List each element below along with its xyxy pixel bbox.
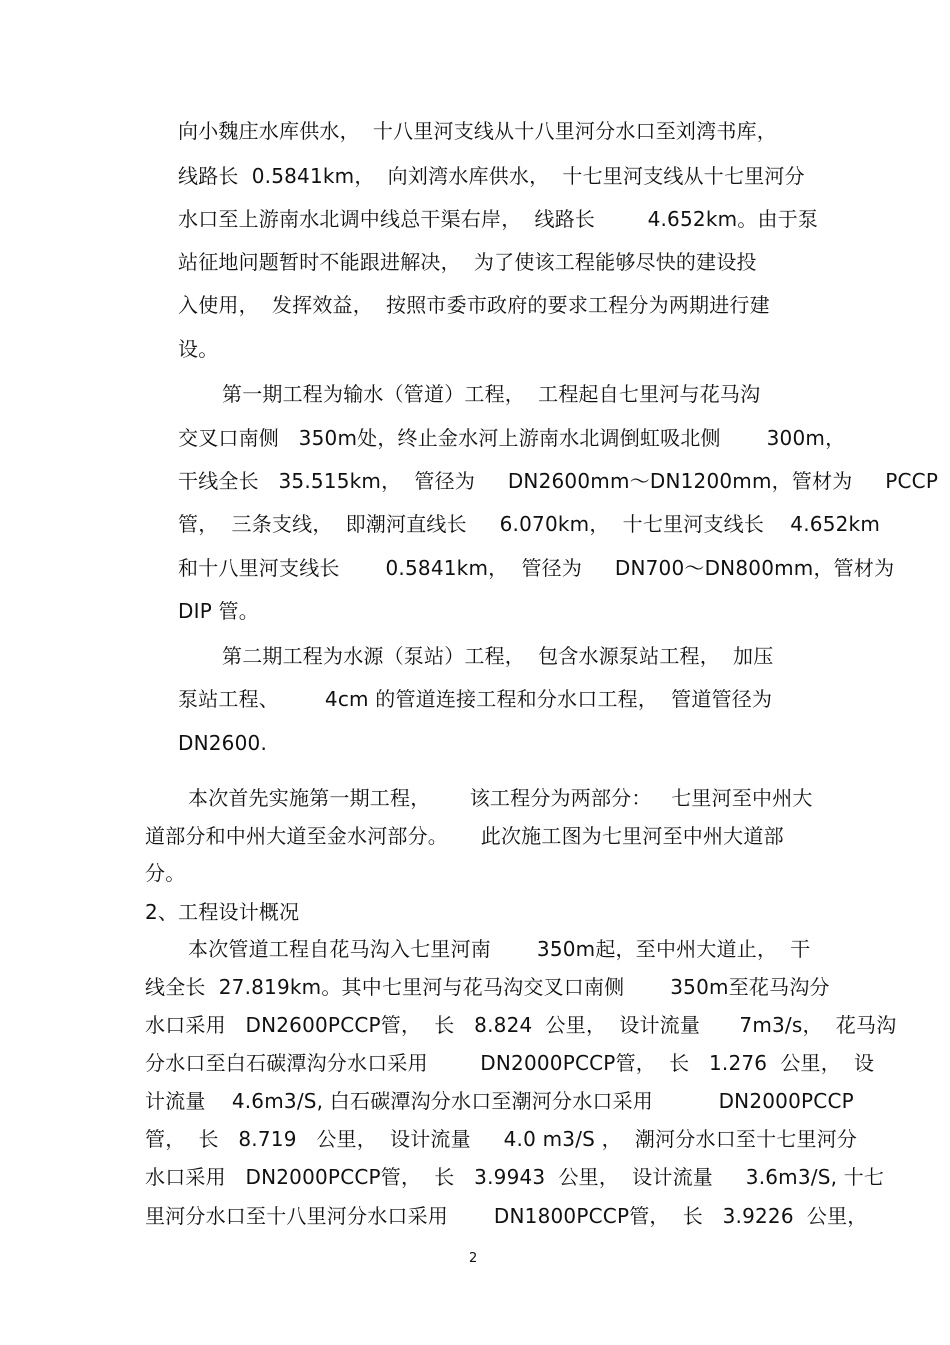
text-line: 干线全长 35.515km， 管径为 DN2600mm～DN1200mm，管材为 PCCP — [178, 469, 939, 493]
text-line: 线路长 0.5841km， 向刘湾水库供水， 十七里河支线从十七里河分 — [178, 164, 805, 188]
page-number: 2 — [469, 1251, 478, 1266]
text-line: 分水口至白石碳潭沟分水口采用 DN2000PCCP管， 长 1.276 公里， 设 — [145, 1051, 875, 1075]
text-line: 管， 长 8.719 公里， 设计流量 4.0 m3/S ， 潮河分水口至十七里河分 — [145, 1127, 858, 1151]
section-heading: 2、工程设计概况 — [145, 900, 300, 924]
text-line: 线全长 27.819km。其中七里河与花马沟交叉口南侧 350m至花马沟分 — [145, 975, 830, 999]
text-line: 水口至上游南水北调中线总干渠右岸， 线路长 4.652km。由于泵 — [178, 207, 819, 231]
text-line: 第二期工程为水源（泵站）工程， 包含水源泵站工程， 加压 — [222, 644, 774, 668]
text-line: DN2600. — [178, 731, 268, 755]
text-line: 本次管道工程自花马沟入七里河南 350m起，至中州大道止， 干 — [188, 937, 811, 961]
text-line: 和十八里河支线长 0.5841km， 管径为 DN700～DN800mm，管材为 — [178, 556, 895, 580]
text-line: DIP 管。 — [178, 599, 259, 623]
text-line: 向小魏庄水库供水， 十八里河支线从十八里河分水口至刘湾书库， — [178, 119, 777, 143]
text-line: 第一期工程为输水（管道）工程， 工程起自七里河与花马沟 — [222, 382, 761, 406]
text-line: 里河分水口至十八里河分水口采用 DN1800PCCP管， 长 3.9226 公里， — [145, 1204, 868, 1228]
text-line: 本次首先实施第一期工程， 该工程分为两部分： 七里河至中州大 — [188, 786, 813, 810]
text-line: 水口采用 DN2600PCCP管， 长 8.824 公里， 设计流量 7m3/s， 花马沟 — [145, 1013, 897, 1037]
text-line: 入使用， 发挥效益， 按照市委市政府的要求工程分为两期进行建 — [178, 293, 770, 317]
text-line: 管， 三条支线， 即潮河直线长 6.070km， 十七里河支线长 4.652km — [178, 512, 881, 536]
text-line: 计流量 4.6m3/S, 白石碳潭沟分水口至潮河分水口采用 DN2000PCCP — [145, 1089, 854, 1113]
text-line: 道部分和中州大道至金水河部分。 此次施工图为七里河至中州大道部 — [145, 824, 784, 848]
text-line: 泵站工程、 4cm 的管道连接工程和分水口工程， 管道管径为 — [178, 687, 773, 711]
text-line: 设。 — [178, 337, 219, 361]
text-line: 交叉口南侧 350m处，终止金水河上游南水北调倒虹吸北侧 300m， — [178, 426, 846, 450]
text-line: 分。 — [145, 861, 186, 885]
text-line: 站征地问题暂时不能跟进解决， 为了使该工程能够尽快的建设投 — [178, 250, 757, 274]
text-line: 水口采用 DN2000PCCP管， 长 3.9943 公里， 设计流量 3.6m3/S, 十七 — [145, 1165, 885, 1189]
